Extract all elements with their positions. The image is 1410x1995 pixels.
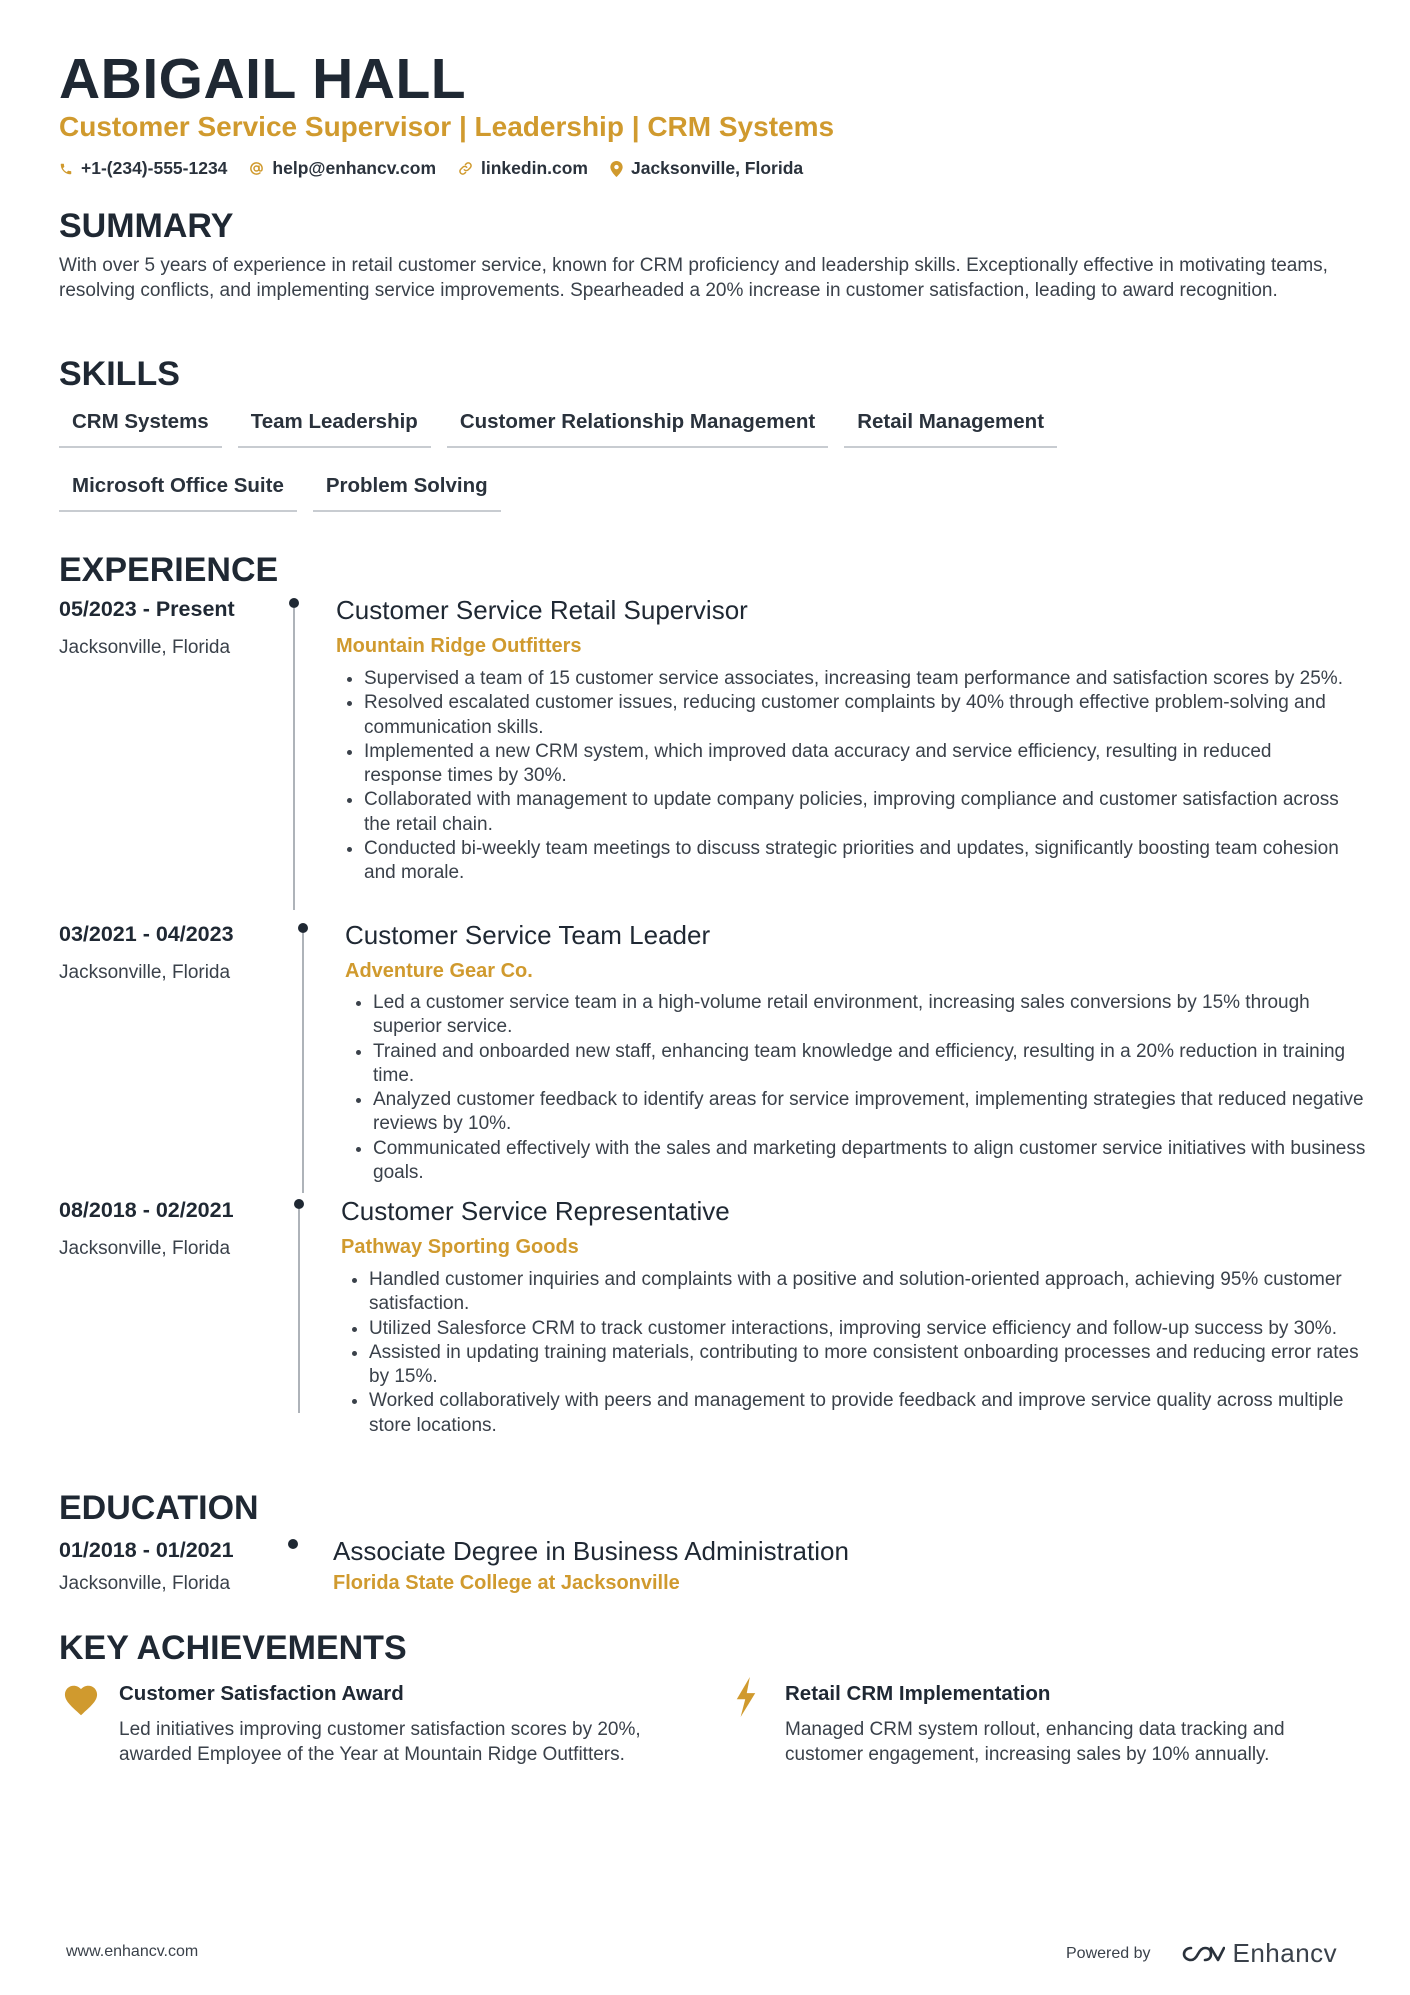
headline: Customer Service Supervisor | Leadership | CRM Systems: [59, 111, 835, 142]
lightning-bolt-icon: [733, 1677, 759, 1717]
job-location: Jacksonville, Florida: [59, 1238, 231, 1259]
phone-text: +1-(234)-555-1234: [81, 158, 228, 178]
skill-tag: Microsoft Office Suite: [59, 466, 297, 512]
skill-tag: CRM Systems: [59, 402, 222, 448]
achievement-description: Managed CRM system rollout, enhancing data tracking and customer engagement, increasing sales by 10% annually.: [785, 1719, 1285, 1765]
job-location: Jacksonville, Florida: [59, 637, 231, 658]
education-location: Jacksonville, Florida: [59, 1573, 231, 1594]
experience-heading: EXPERIENCE: [59, 551, 279, 589]
list-item: • Trained and onboarded new staff, enhancing team knowledge and efficiency, resulting in a 20% reduction in training time.: [373, 1040, 1373, 1089]
summary-heading: SUMMARY: [59, 207, 234, 245]
at-icon: [249, 161, 264, 176]
list-item: • Supervised a team of 15 customer service associates, increasing team performance and satisfaction scores by 25%.: [364, 667, 1354, 691]
link-icon: [458, 161, 473, 176]
job-bullets: [336, 667, 1354, 886]
company-name: Pathway Sporting Goods: [341, 1236, 579, 1258]
job-title: Customer Service Retail Supervisor: [336, 595, 748, 625]
job-dates: 08/2018 - 02/2021: [59, 1198, 234, 1222]
contact-bar: [59, 158, 825, 179]
summary-text: With over 5 years of experience in retail customer service, known for CRM proficiency and leadership skills. Exceptionally effective in motivating teams, resolving conflicts, and implementing service improvements. Spearheaded a 20% increase in customer satisfaction, leading to award recognition.: [59, 255, 1328, 301]
timeline-line: [298, 1209, 300, 1413]
footer-website[interactable]: www.enhancv.com: [66, 1943, 199, 1960]
heart-icon: [62, 1682, 100, 1716]
achievement-description: Led initiatives improving customer satisfaction scores by 20%, awarded Employee of the Year at Mountain Ridge Outfitters.: [119, 1719, 641, 1765]
list-item: • Utilized Salesforce CRM to track customer interactions, improving service efficiency and follow-up success by 30%.: [369, 1317, 1379, 1341]
timeline-dot: [288, 1539, 298, 1549]
list-item: • Worked collaboratively with peers and management to provide feedback and improve service quality across multiple store locations.: [369, 1389, 1379, 1438]
job-bullets: [345, 991, 1373, 1185]
skills-row: [59, 402, 1359, 448]
skills-heading: SKILLS: [59, 355, 180, 393]
list-item: • Implemented a new CRM system, which improved data accuracy and service efficiency, resulting in reduced response times by 30%.: [364, 740, 1354, 789]
list-item: • Resolved escalated customer issues, reducing customer complaints by 40% through effective problem-solving and communication skills.: [364, 691, 1354, 740]
location-pin-icon: [610, 161, 623, 177]
achievement-title: Customer Satisfaction Award: [119, 1682, 404, 1705]
job-dates: 03/2021 - 04/2023: [59, 922, 234, 946]
list-item: • Analyzed customer feedback to identify areas for service improvement, implementing strategies that reduced negative reviews by 10%.: [373, 1088, 1373, 1137]
skill-tag: Problem Solving: [313, 466, 501, 512]
achievements-heading: KEY ACHIEVEMENTS: [59, 1629, 407, 1667]
contact-location: [610, 158, 803, 179]
achievement-title: Retail CRM Implementation: [785, 1682, 1051, 1705]
skills-list: [59, 402, 1359, 512]
skill-tag: Team Leadership: [238, 402, 431, 448]
job-dates: 05/2023 - Present: [59, 597, 235, 621]
timeline-dot: [294, 1199, 304, 1209]
contact-linkedin[interactable]: [458, 158, 588, 179]
timeline-dot: [298, 923, 308, 933]
list-item: • Assisted in updating training materials, contributing to more consistent onboarding processes and reducing error rates by 15%.: [369, 1341, 1379, 1390]
skill-tag: Retail Management: [844, 402, 1057, 448]
phone-icon: [59, 162, 73, 176]
footer-powered-by: [1066, 1938, 1337, 1969]
enhancv-logo-icon: [1177, 1942, 1225, 1966]
contact-email[interactable]: [249, 158, 436, 179]
company-name: Adventure Gear Co.: [345, 960, 533, 982]
skill-tag: Customer Relationship Management: [447, 402, 828, 448]
skills-row: [59, 466, 1359, 512]
education-dates: 01/2018 - 01/2021: [59, 1538, 234, 1562]
timeline-dot: [289, 598, 299, 608]
linkedin-text: linkedin.com: [481, 158, 588, 178]
list-item: • Led a customer service team in a high-volume retail environment, increasing sales conversions by 15% through superior service.: [373, 991, 1373, 1040]
brand-name: Enhancv: [1232, 1938, 1338, 1968]
job-bullets: [341, 1268, 1379, 1438]
job-title: Customer Service Representative: [341, 1196, 730, 1226]
education-heading: EDUCATION: [59, 1489, 259, 1527]
candidate-name: ABIGAIL HALL: [59, 47, 467, 111]
list-item: • Conducted bi-weekly team meetings to discuss strategic priorities and updates, significantly boosting team cohesion and morale.: [364, 837, 1354, 886]
school-name: Florida State College at Jacksonville: [333, 1572, 680, 1594]
list-item: • Communicated effectively with the sales and marketing departments to align customer service initiatives with business goals.: [373, 1137, 1373, 1186]
company-name: Mountain Ridge Outfitters: [336, 635, 582, 657]
job-location: Jacksonville, Florida: [59, 962, 231, 983]
timeline-line: [302, 933, 304, 1193]
location-text: Jacksonville, Florida: [630, 158, 804, 178]
job-title: Customer Service Team Leader: [345, 920, 711, 950]
contact-phone[interactable]: [59, 158, 227, 179]
timeline-line: [293, 608, 295, 910]
list-item: • Collaborated with management to update company policies, improving compliance and customer satisfaction across the retail chain.: [364, 788, 1354, 837]
degree-title: Associate Degree in Business Administration: [333, 1536, 849, 1566]
email-text: help@enhancv.com: [272, 158, 437, 178]
list-item: • Handled customer inquiries and complaints with a positive and solution-oriented approach, achieving 95% customer satisfaction.: [369, 1268, 1379, 1317]
powered-by-text: Powered by: [1066, 1944, 1151, 1962]
